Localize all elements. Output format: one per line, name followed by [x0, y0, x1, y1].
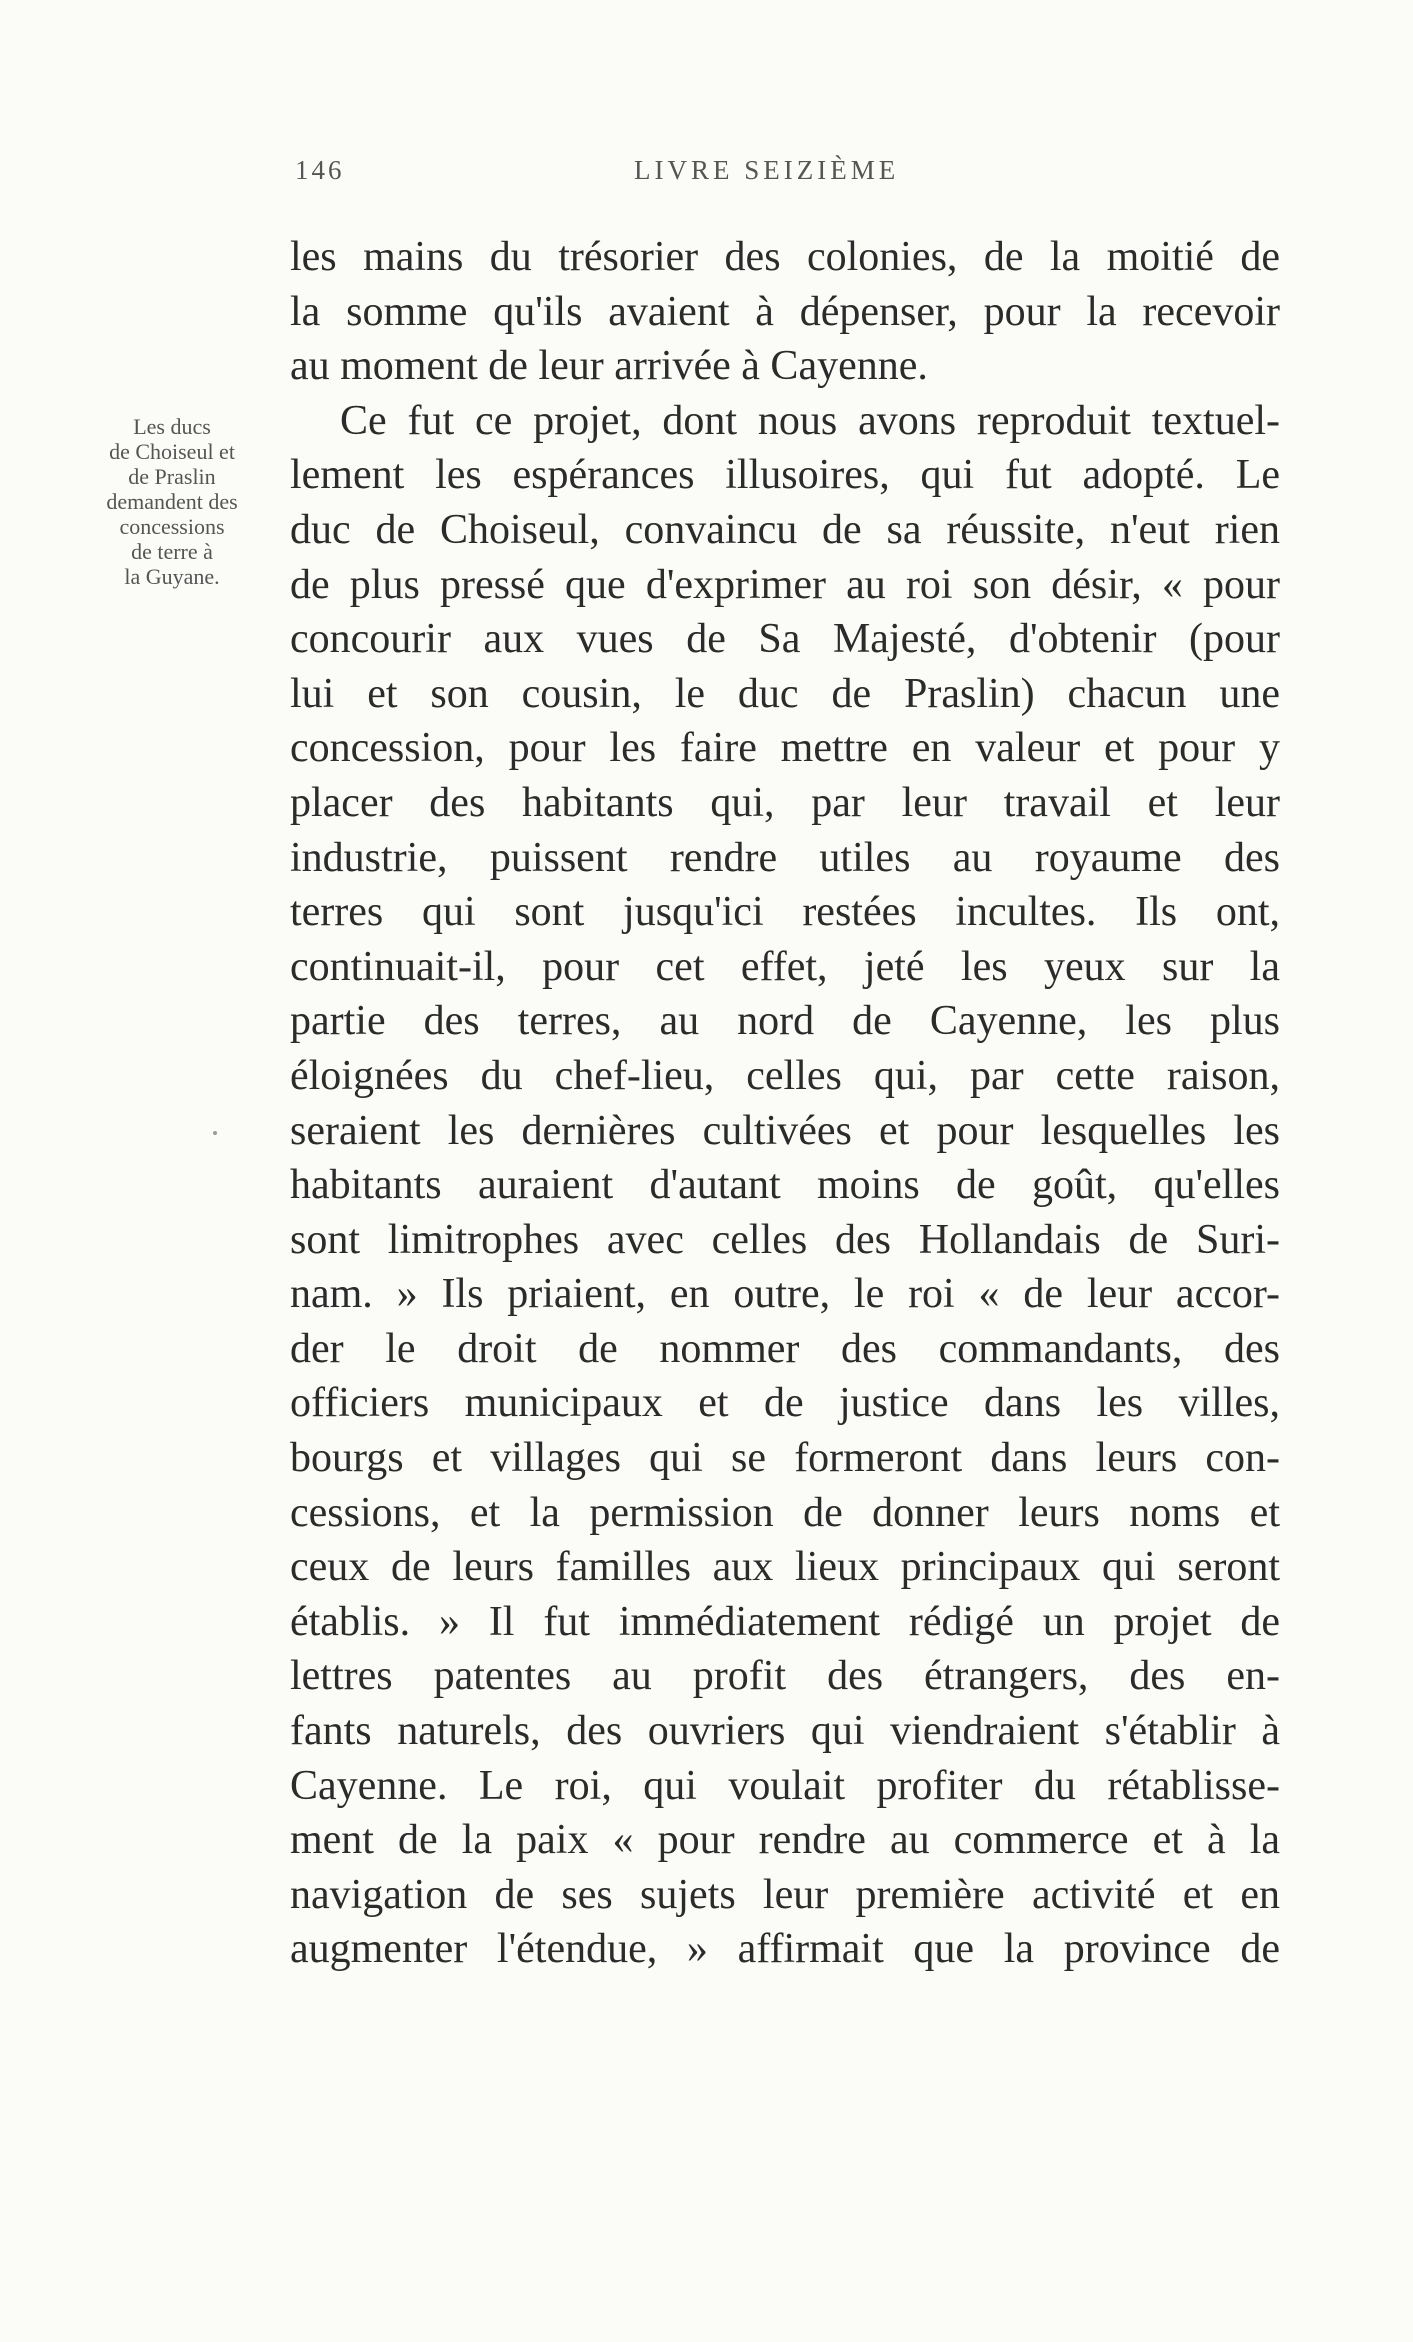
- text-line: placer des habitants qui, par leur travail et leur: [290, 779, 1280, 826]
- text-line: éloignées du chef-lieu, celles qui, par cette raison,: [290, 1052, 1280, 1099]
- text-line: concession, pour les faire mettre en valeur et pour y: [290, 725, 1280, 772]
- text-line: lettres patentes au profit des étrangers, des en-: [290, 1653, 1280, 1700]
- text-line: industrie, puissent rendre utiles au royaume des: [290, 834, 1280, 881]
- text-line: seraient les dernières cultivées et pour lesquelles les: [290, 1107, 1280, 1154]
- margin-note-line: Les ducs: [133, 414, 211, 439]
- text-line: établis. » Il fut immédiatement rédigé un projet de: [290, 1598, 1280, 1645]
- margin-note-line: de Choiseul et: [109, 439, 235, 464]
- text-line: habitants auraient d'autant moins de goût, qu'elles: [290, 1162, 1280, 1209]
- text-line: bourgs et villages qui se formeront dans leurs con-: [290, 1435, 1280, 1482]
- running-title: LIVRE SEIZIÈME: [634, 155, 900, 185]
- text-line: ceux de leurs familles aux lieux principaux qui seront: [290, 1544, 1280, 1591]
- text-line: lui et son cousin, le duc de Praslin) chacun une: [290, 670, 1280, 717]
- text-line: terres qui sont jusqu'ici restées incultes. Ils ont,: [290, 889, 1280, 936]
- text-line: lement les espérances illusoires, qui fut adopté. Le: [290, 452, 1280, 499]
- margin-note-line: de Praslin: [128, 464, 216, 489]
- margin-note-line: concessions: [119, 514, 225, 539]
- page-number: 146: [295, 155, 345, 185]
- text-line: nam. » Ils priaient, en outre, le roi « de leur accor-: [290, 1271, 1280, 1318]
- text-line: navigation de ses sujets leur première activité et en: [290, 1871, 1280, 1918]
- text-line: cessions, et la permission de donner leurs noms et: [290, 1489, 1280, 1536]
- print-speck: [213, 1131, 217, 1135]
- text-line: der le droit de nommer des commandants, des: [290, 1325, 1280, 1372]
- text-line: continuait-il, pour cet effet, jeté les yeux sur la: [290, 943, 1280, 990]
- margin-note-line: demandent des: [106, 489, 238, 514]
- text-line: sont limitrophes avec celles des Hollandais de Suri-: [290, 1216, 1280, 1263]
- text-line: fants naturels, des ouvriers qui viendraient s'établir à: [290, 1708, 1280, 1755]
- text-line: Ce fut ce projet, dont nous avons reproduit textuel-: [340, 397, 1280, 444]
- text-line: la somme qu'ils avaient à dépenser, pour la recevoir: [290, 288, 1280, 335]
- text-line: Cayenne. Le roi, qui voulait profiter du rétablisse-: [290, 1762, 1280, 1809]
- text-line: partie des terres, au nord de Cayenne, les plus: [290, 998, 1280, 1045]
- text-line: duc de Choiseul, convaincu de sa réussite, n'eut rien: [290, 506, 1280, 553]
- text-line: au moment de leur arrivée à Cayenne.: [290, 343, 928, 390]
- margin-note: [62, 414, 282, 589]
- margin-note-line: de terre à: [131, 539, 213, 564]
- margin-note-line: la Guyane.: [124, 564, 220, 589]
- text-line: concourir aux vues de Sa Majesté, d'obtenir (pour: [290, 616, 1280, 663]
- text-line: ment de la paix « pour rendre au commerce et à la: [290, 1817, 1280, 1864]
- text-line: augmenter l'étendue, » affirmait que la province de: [290, 1926, 1280, 1973]
- text-line: de plus pressé que d'exprimer au roi son désir, « pour: [290, 561, 1280, 608]
- text-line: les mains du trésorier des colonies, de la moitié de: [290, 234, 1280, 280]
- running-head: [0, 155, 1413, 195]
- text-line: officiers municipaux et de justice dans les villes,: [290, 1380, 1280, 1427]
- body-text: [290, 230, 1280, 1977]
